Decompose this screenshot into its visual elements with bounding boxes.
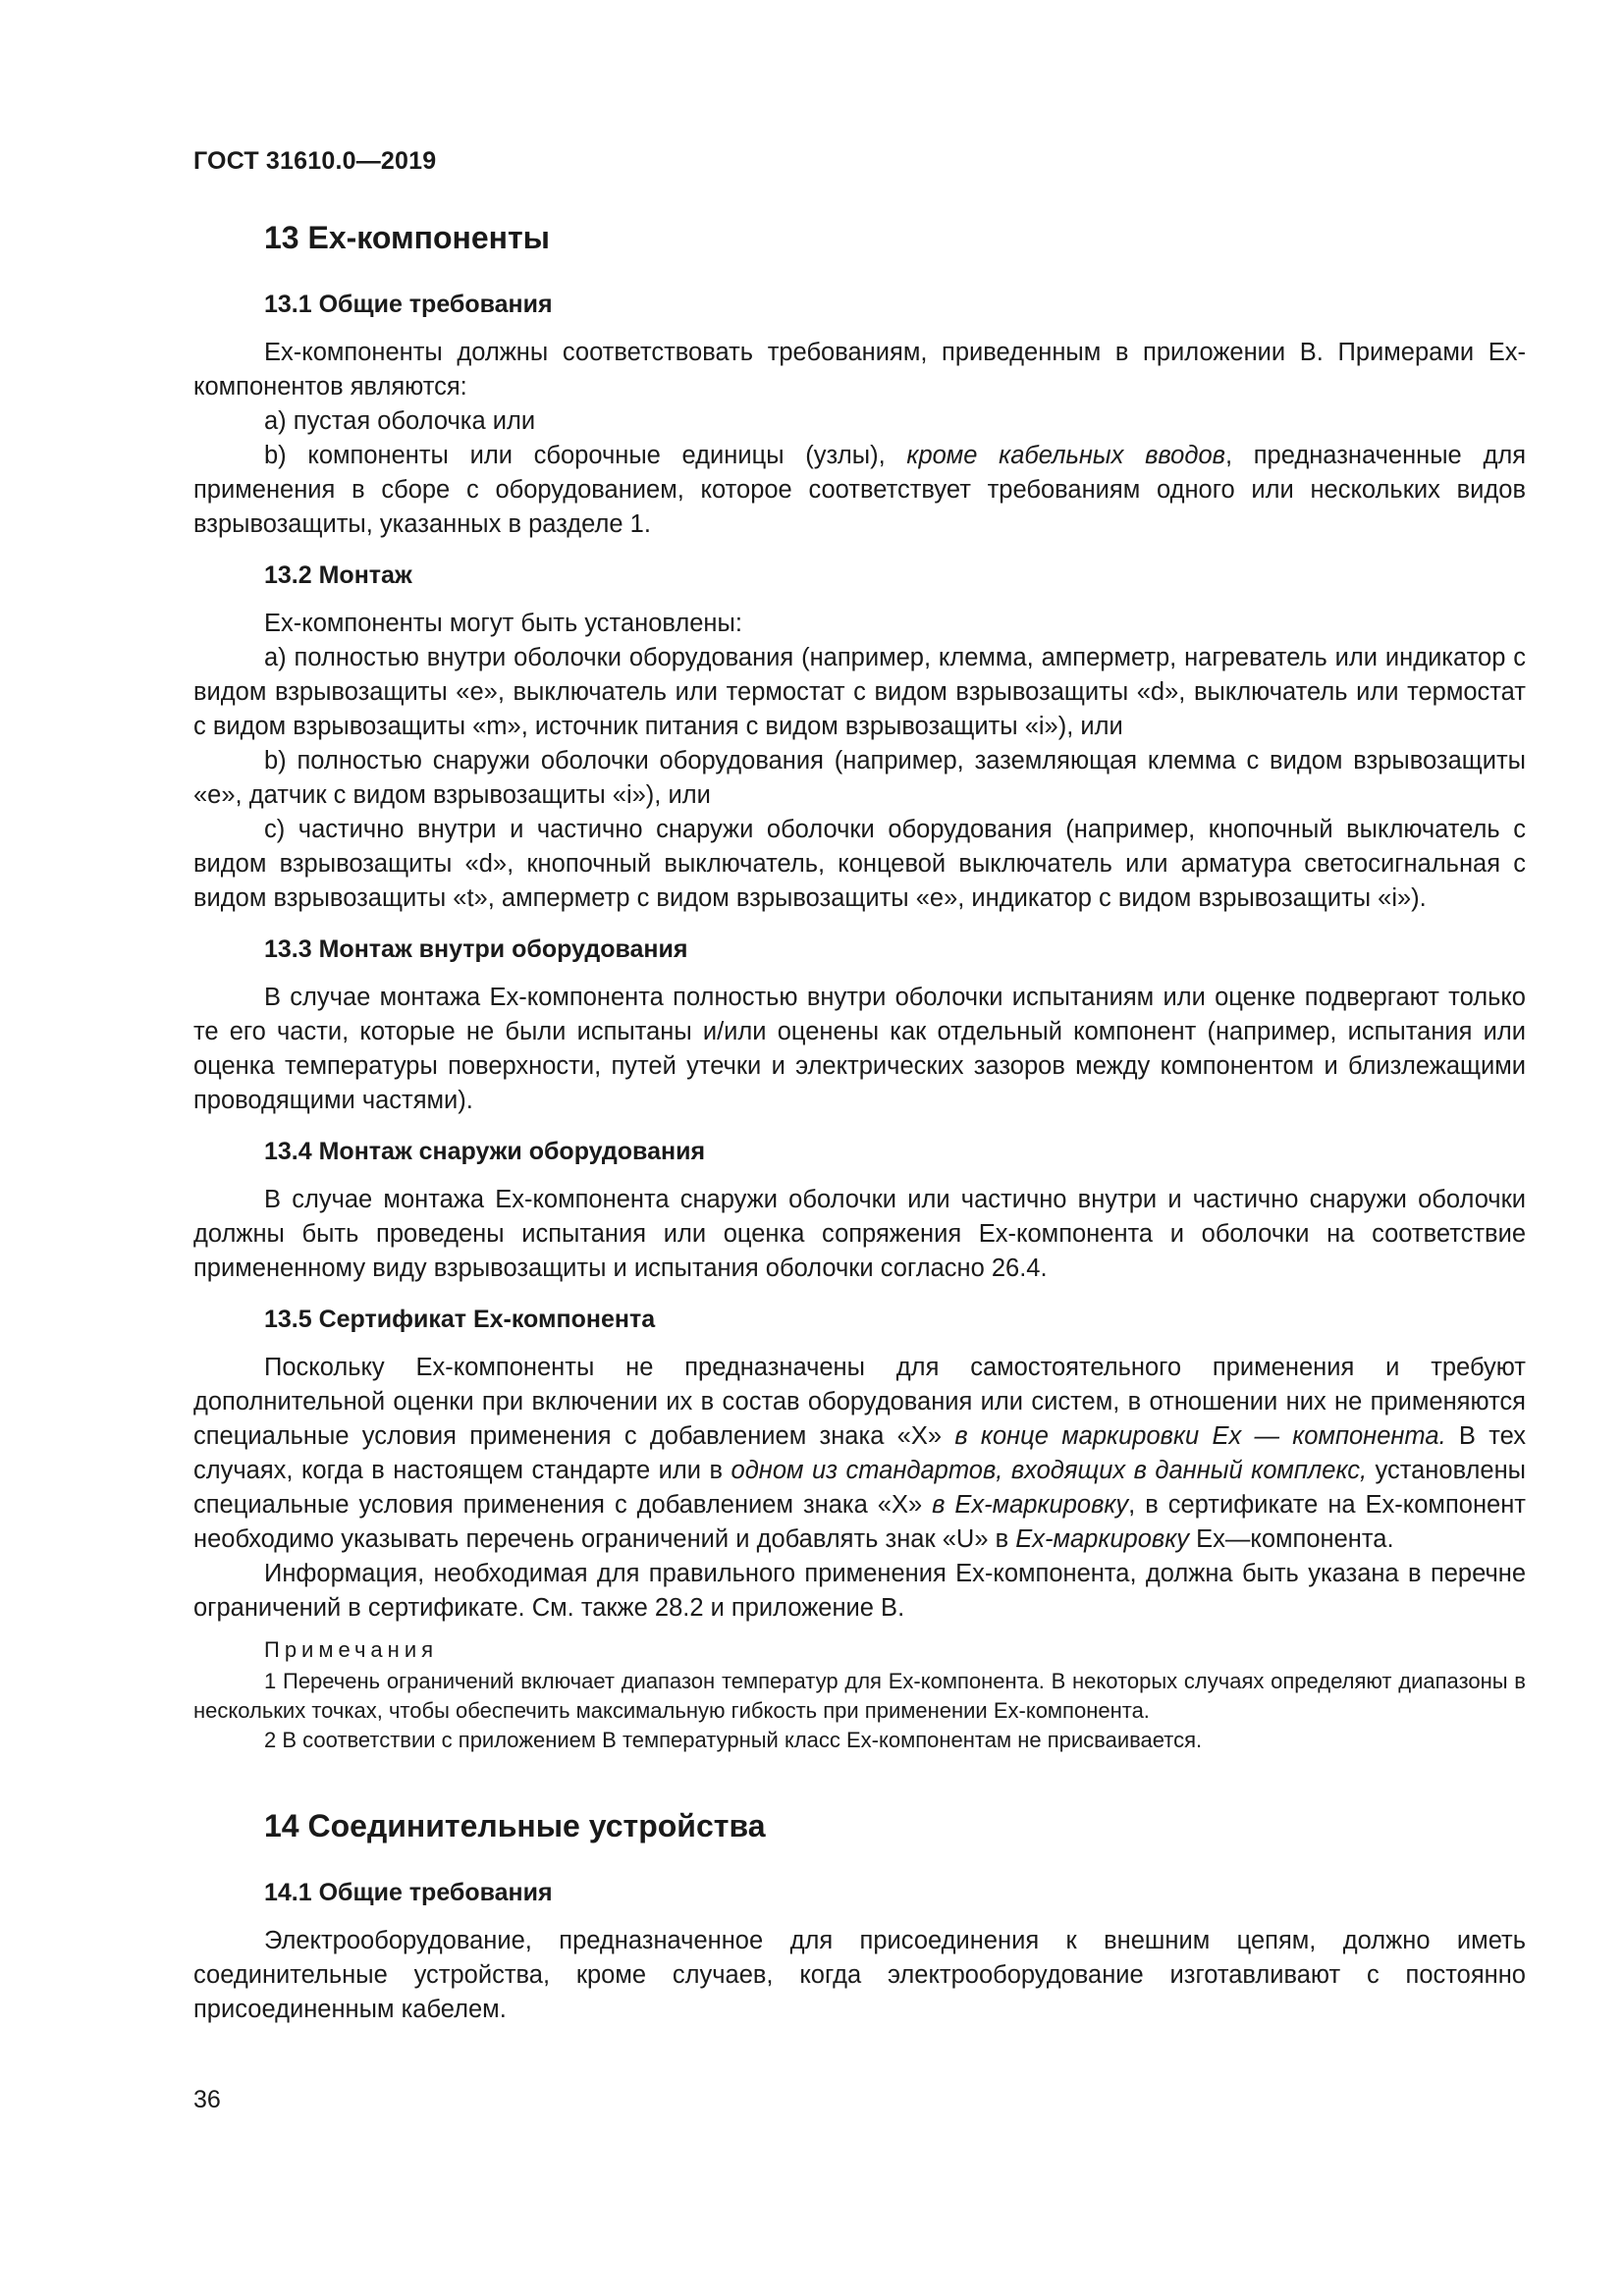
paragraph [193,1351,1526,1557]
notes-heading: Примечания [264,1637,439,1662]
paragraph: Электрооборудование, предназначенное для присоединения к внешним цепям, должно иметь соединительные устройства, кроме случаев, когда электрооборудование изготавливают с постоянно присоединенным кабелем. [193,1927,1526,2023]
text-run: установлены специальные условия применения с добавлением знака «Х» [193,1457,1526,1519]
paragraph: Информация, необходимая для правильного применения Ex-компонента, должна быть указана в перечне ограничений в сертификате. См. также 28.2 и приложение В. [193,1560,1526,1622]
section-13-1-title: 13.1 Общие требования [264,291,553,318]
paragraph: Ex-компоненты должны соответствовать требованиям, приведенным в приложении В. Примерами Ex-компонентов являются: [193,339,1526,400]
italic-text: кроме кабельных вводов [906,442,1225,469]
section-13-3-title: 13.3 Монтаж внутри оборудования [264,935,688,963]
section-14-title: 14 Соединительные устройства [264,1808,766,1843]
list-item-b: b) полностью снаружи оболочки оборудования (например, заземляющая клемма с видом взрывозащиты «е», датчик с видом взрывозащиты «i»), или [193,747,1526,809]
text-run: Ex—компонента. [1189,1525,1394,1553]
italic-text: в конце маркировки Ex — компонента. [954,1422,1446,1450]
list-item-a: а) пустая оболочка или [264,407,536,435]
page-number: 36 [193,2086,221,2113]
section-13-4-title: 13.4 Монтаж снаружи оборудования [264,1138,706,1165]
list-item-b [193,439,1526,542]
text-run: В тех случаях, когда в настоящем стандарте или в [193,1422,1526,1484]
text-run: b) компоненты или сборочные единицы (узлы), [264,442,907,469]
section-14-1-title: 14.1 Общие требования [264,1879,553,1906]
italic-text: одном из стандартов, входящих в данный комплекс, [731,1457,1368,1484]
paragraph: В случае монтажа Ex-компонента снаружи оболочки или частично внутри и частично снаружи оболочки должны быть проведены испытания или оценка сопряжения Ex-компонента и оболочки на соответствие примененному виду взрывозащиты и испытания оболочки согласно 26.4. [193,1186,1526,1282]
section-13-2-title: 13.2 Монтаж [264,561,412,589]
section-13-title: 13 Ex-компоненты [264,220,550,255]
paragraph: Ex-компоненты могут быть установлены: [264,610,742,637]
note-2: 2 В соответствии с приложением В температурный класс Ex-компонентам не присваивается. [264,1728,1203,1752]
italic-text: в Ex-маркировку [932,1491,1129,1519]
text-run: Поскольку Ex-компоненты не предназначены для самостоятельного применения и требуют дополнительной оценки при включении их в состав оборудования или систем, в отношении них не применяются специальные условия применения с добавлением знака «Х» [193,1354,1526,1450]
paragraph: В случае монтажа Ex-компонента полностью внутри оболочки испытаниям или оценке подвергают только те его части, которые не были испытаны и/или оценены как отдельный компонент (например, испытания или оценка температуры поверхности, путей утечки и электрических зазоров между компонентом и близлежащими проводящими частями). [193,984,1526,1114]
text-run: , в сертификате на Ex-компонент необходимо указывать перечень ограничений и добавлять знак «U» в [193,1491,1526,1553]
note-1: 1 Перечень ограничений включает диапазон температур для Ex-компонента. В некоторых случаях определяют диапазоны в нескольких точках, чтобы обеспечить максимальную гибкость при применении Ex-компонента. [193,1669,1526,1723]
text-run: , предназначенные для применения в сборе с оборудованием, которое соответствует требованиям одного или нескольких видов взрывозащиты, указанных в разделе 1. [193,442,1527,538]
list-item-c: с) частично внутри и частично снаружи оболочки оборудования (например, кнопочный выключатель с видом взрывозащиты «d», кнопочный выключатель, концевой выключатель или арматура светосигнальная с видом взрывозащиты «t», амперметр с видом взрывозащиты «е», индикатор с видом взрывозащиты «i»). [193,816,1526,912]
list-item-a: а) полностью внутри оболочки оборудования (например, клемма, амперметр, нагреватель или индикатор с видом взрывозащиты «е», выключатель или термостат с видом взрывозащиты «d», выключатель или термостат с видом взрывозащиты «m», источник питания с видом взрывозащиты «i»), или [193,644,1526,740]
document-id: ГОСТ 31610.0—2019 [193,147,437,175]
document-body [193,218,1526,2027]
section-13-5-title: 13.5 Сертификат Ex-компонента [264,1306,656,1333]
italic-text: Ex-маркировку [1015,1525,1190,1553]
